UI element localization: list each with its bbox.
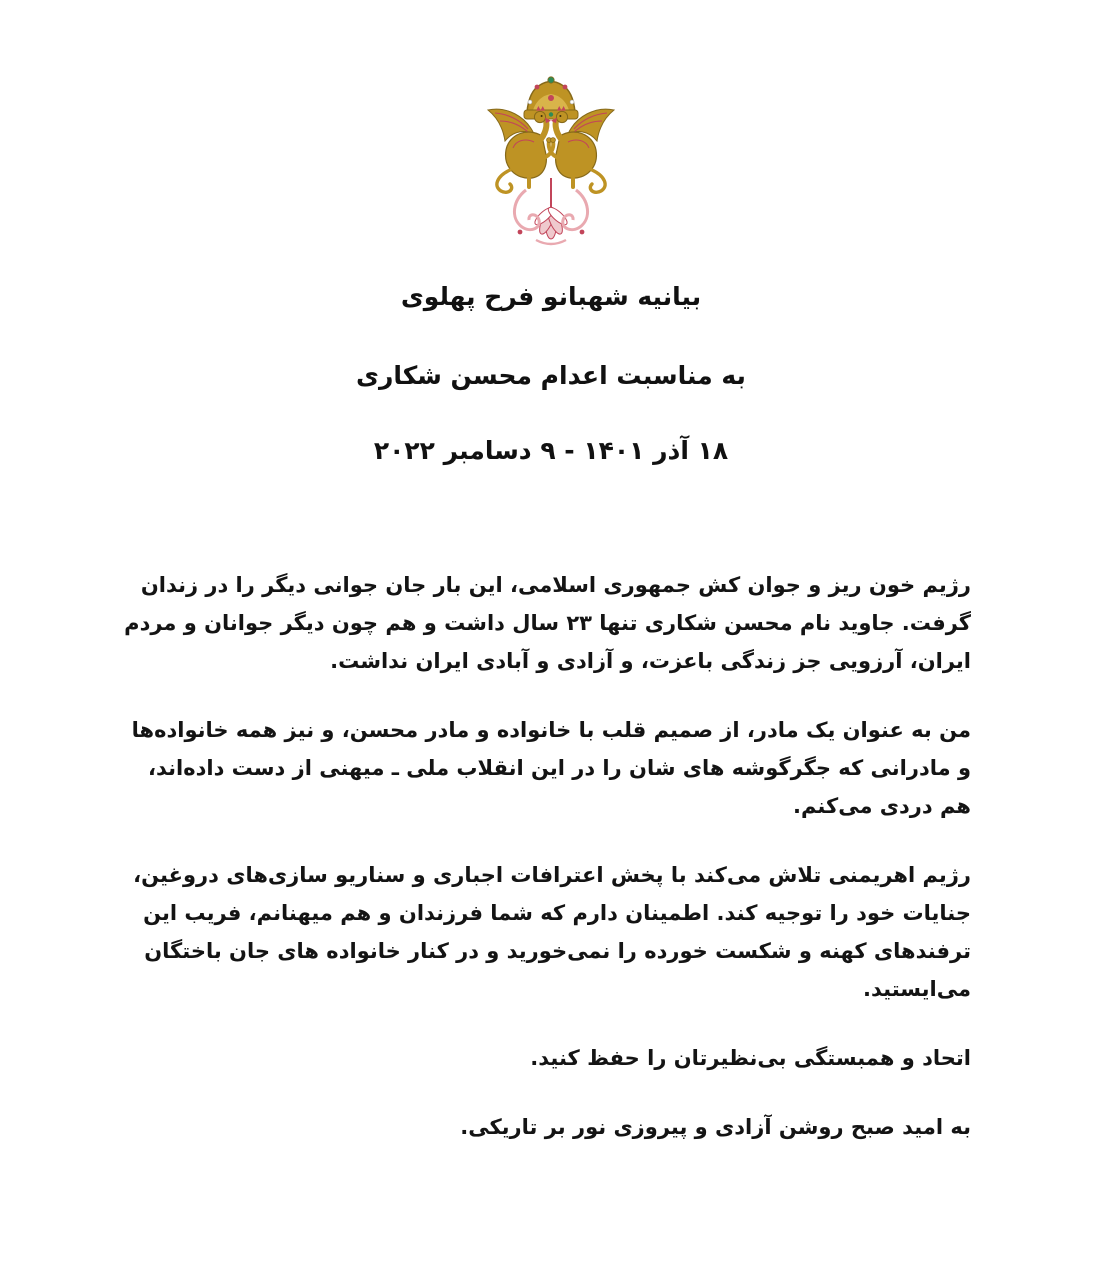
paragraph (124, 566, 971, 680)
letterhead-headings (0, 282, 1102, 466)
paragraph-line: هم دردی می‌کنم. (792, 794, 971, 818)
paragraph-line: می‌ایستید. (863, 977, 971, 1001)
griffin-right-icon (547, 106, 614, 192)
paragraph-line: ترفندهای کهنه و شکست خورده را نمی‌خورید و در کنار خانواده های جان باختگان (144, 939, 971, 963)
paragraph (131, 711, 971, 825)
griffin-left-icon (488, 106, 555, 192)
paragraph (131, 856, 971, 1008)
paragraph-line: ایران، آرزویی جز زندگی باعزت، و آزادی و آبادی ایران نداشت. (330, 649, 971, 673)
statement-title: بیانیه شهبانو فرح پهلوی (400, 282, 702, 311)
paragraph-line: به امید صبح روشن آزادی و پیروزی نور بر تاریکی. (460, 1115, 971, 1139)
paragraph (131, 1039, 971, 1077)
paragraph-line: رژیم خون ریز و جوان کش جمهوری اسلامی، این بار جان جوانی دیگر را در زندان (140, 573, 971, 597)
paragraph-line: جنایات خود را توجیه کند. اطمینان دارم که شما فرزندان و هم میهنانم، فریب این (143, 901, 971, 925)
paragraph-line: گرفت. جاوید نام محسن شکاری تنها ۲۳ سال داشت و هم چون دیگر جوانان و مردم (124, 611, 971, 635)
statement-date: ۱۸ آذر ۱۴۰۱ - ۹ دسامبر ۲۰۲۲ (373, 436, 729, 465)
crown-icon (524, 77, 578, 119)
paragraph-line: و مادرانی که جگرگوشه های شان را در این انقلاب ملی ـ میهنی از دست داده‌اند، (148, 756, 971, 780)
paragraph-line: اتحاد و همبستگی بی‌نظیرتان را حفظ کنید. (530, 1046, 971, 1070)
document-page (0, 72, 1102, 1272)
floral-ornament-icon (514, 178, 587, 244)
paragraph-line: رژیم اهریمنی تلاش می‌کند با پخش اعترافات اجباری و سناریو سازی‌های دروغین، (133, 863, 971, 887)
statement-subtitle: به مناسبت اعدام محسن شکاری (356, 361, 746, 390)
pahlavi-crest-graphic (456, 72, 646, 254)
statement-body (124, 566, 971, 1146)
paragraph (131, 1108, 971, 1146)
paragraph-line: من به عنوان یک مادر، از صمیم قلب با خانواده و مادر محسن، و نیز همه خانواده‌ها (131, 718, 971, 742)
